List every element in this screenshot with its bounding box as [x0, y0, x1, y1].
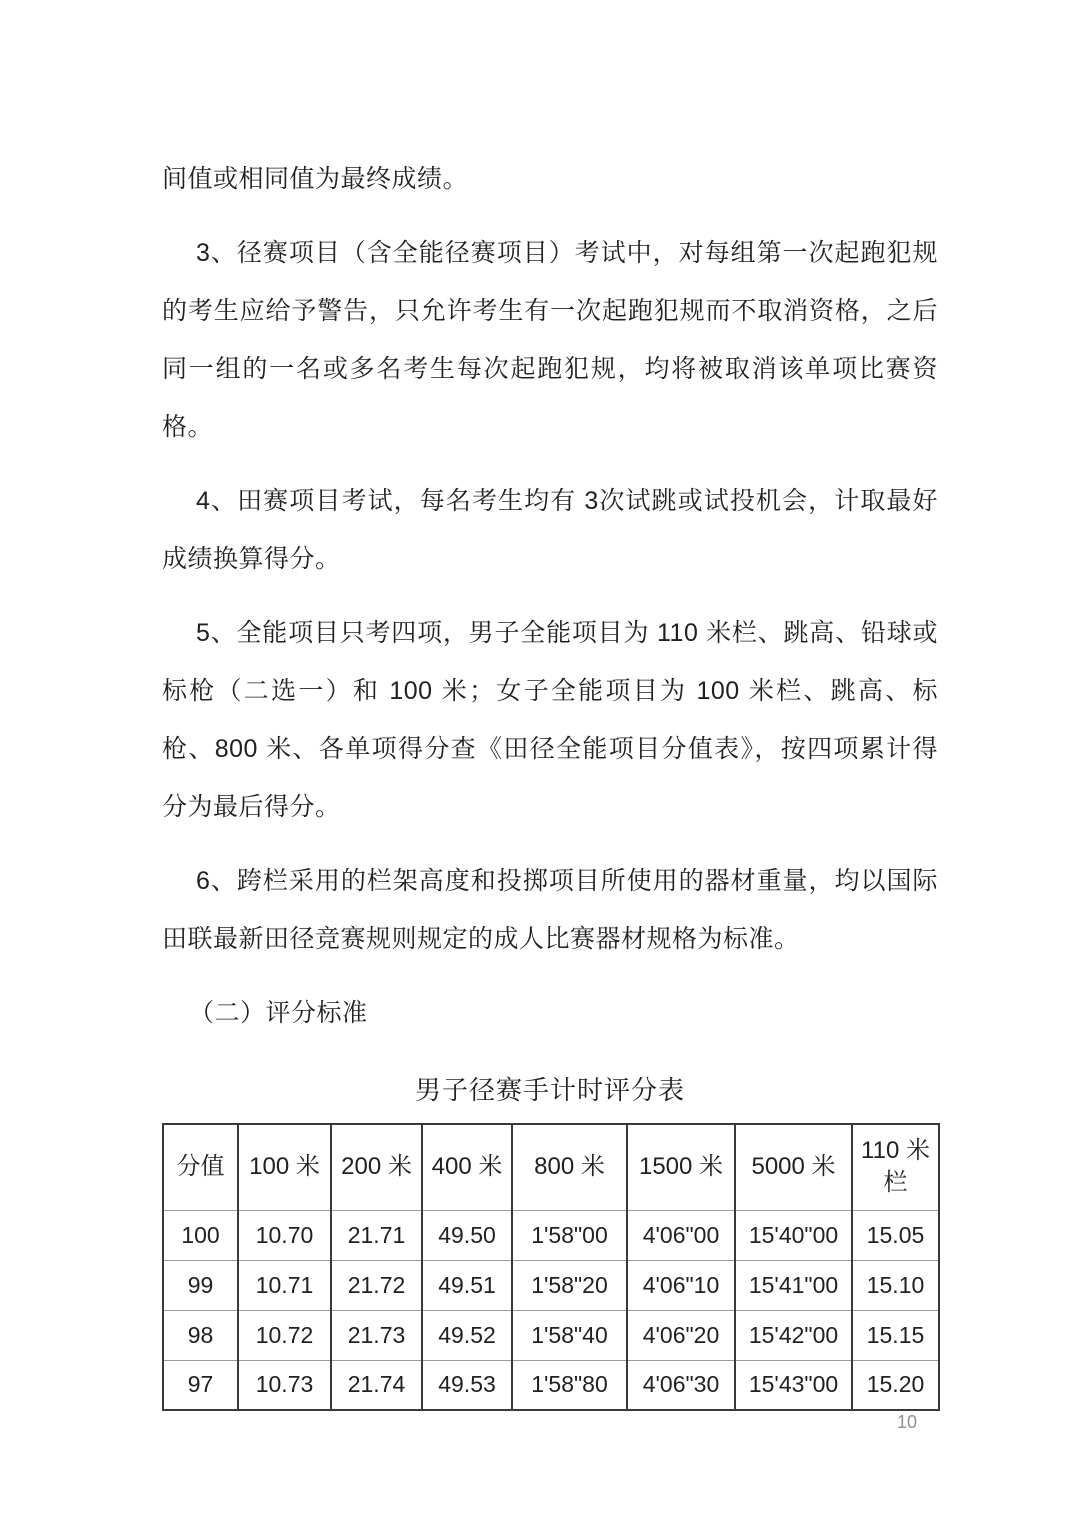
cell-5000m: 15'42"00	[735, 1310, 852, 1360]
cell-110m-hurdles: 15.10	[852, 1260, 939, 1310]
cell-400m: 49.51	[422, 1260, 512, 1310]
cell-110m-hurdles: 15.05	[852, 1210, 939, 1260]
table-row	[163, 1210, 939, 1260]
cell-800m: 1'58"80	[512, 1360, 627, 1410]
page-number: 10	[896, 1412, 917, 1432]
cell-800m: 1'58"20	[512, 1260, 627, 1310]
col-header-400m: 400 米	[422, 1124, 512, 1210]
cell-1500m: 4'06"30	[627, 1360, 735, 1410]
col-header-score: 分值	[163, 1124, 238, 1210]
table-row	[163, 1310, 939, 1360]
cell-110m-hurdles: 15.20	[866, 1371, 925, 1398]
cell-100m: 10.73	[238, 1360, 331, 1410]
paragraph-rule-6: 6、跨栏采用的栏架高度和投掷项目所使用的器材重量，均以国际田联最新田径竞赛规则规定的成人比赛器材规格为标准。	[162, 867, 938, 953]
cell-400m: 49.52	[422, 1310, 512, 1360]
cell-200m: 21.72	[331, 1260, 422, 1310]
cell-100m: 10.71	[238, 1260, 331, 1310]
cell-1500m: 4'06"00	[627, 1210, 735, 1260]
col-header-200m: 200 米	[331, 1124, 422, 1210]
cell-5000m: 15'41"00	[735, 1260, 852, 1310]
cell-5000m: 15'43"00	[735, 1360, 852, 1410]
table-row	[163, 1360, 939, 1410]
mens-track-hand-timing-score-table	[162, 1123, 940, 1411]
document-body	[162, 150, 938, 1411]
cell-score: 98	[163, 1310, 238, 1360]
paragraph-rule-4: 4、田赛项目考试，每名考生均有 3次试跳或试投机会，计取最好成绩换算得分。	[162, 487, 938, 573]
col-header-1500m: 1500 米	[627, 1124, 735, 1210]
paragraph-continuation: 间值或相同值为最终成绩。	[162, 165, 469, 193]
cell-1500m: 4'06"10	[627, 1260, 735, 1310]
paragraph-rule-5: 5、全能项目只考四项，男子全能项目为 110 米栏、跳高、铅球或标枪（二选一）和 100 米；女子全能项目为 100 米栏、跳高、标枪、800 米、各单项得分查《田径全能项目分值表》，按四项累计得分为最后得分。	[162, 619, 938, 821]
table-header-row	[163, 1124, 939, 1210]
col-header-800m: 800 米	[512, 1124, 627, 1210]
cell-200m: 21.74	[331, 1360, 422, 1410]
table-row	[163, 1260, 939, 1310]
cell-100m: 10.72	[238, 1310, 331, 1360]
paragraph-rule-3: 3、径赛项目（含全能径赛项目）考试中，对每组第一次起跑犯规的考生应给予警告，只允许考生有一次起跑犯规而不取消资格，之后同一组的一名或多名考生每次起跑犯规，均将被取消该单项比赛资格。	[162, 239, 938, 441]
col-header-5000m: 5000 米	[735, 1124, 852, 1210]
cell-score: 97	[163, 1360, 238, 1410]
cell-800m: 1'58"40	[512, 1310, 627, 1360]
table-title: 男子径赛手计时评分表	[414, 1075, 685, 1105]
cell-110m-hurdles: 15.15	[852, 1310, 939, 1360]
cell-5000m: 15'40"00	[735, 1210, 852, 1260]
cell-score: 99	[163, 1260, 238, 1310]
cell-200m: 21.73	[331, 1310, 422, 1360]
cell-score: 100	[163, 1210, 238, 1260]
col-header-100m: 100 米	[238, 1124, 331, 1210]
cell-100m: 10.70	[238, 1210, 331, 1260]
col-header-110m-hurdles: 110 米 栏	[852, 1124, 939, 1210]
cell-400m: 49.53	[422, 1360, 512, 1410]
section-heading-scoring-standard: （二）评分标准	[189, 999, 368, 1027]
cell-400m: 49.50	[422, 1210, 512, 1260]
cell-200m: 21.71	[331, 1210, 422, 1260]
cell-1500m: 4'06"20	[627, 1310, 735, 1360]
cell-800m: 1'58"00	[512, 1210, 627, 1260]
